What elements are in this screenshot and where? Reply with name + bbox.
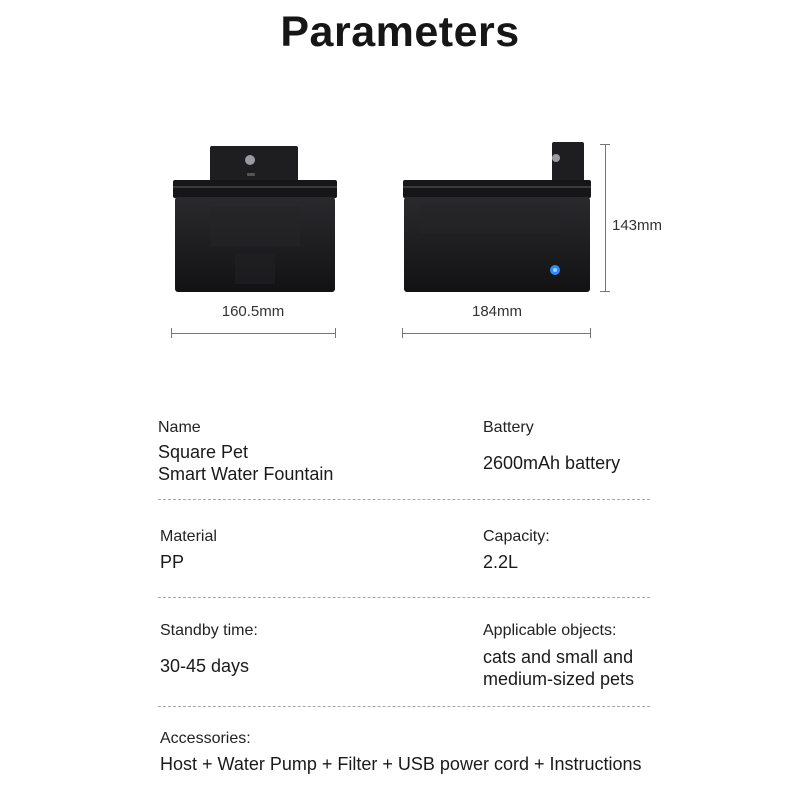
front-width-tick-left (171, 328, 172, 338)
page-title: Parameters (280, 8, 520, 56)
front-width-line (171, 333, 336, 334)
capacity-label: Capacity: (483, 528, 550, 545)
applicable-label: Applicable objects: (483, 622, 617, 639)
height-tick-bottom (600, 291, 610, 292)
material-value: PP (160, 552, 185, 572)
name-value-line1: Square Pet (158, 442, 249, 462)
applicable-value-line1: cats and small and (483, 647, 634, 667)
front-width-tick-right (335, 328, 336, 338)
divider-1 (158, 499, 650, 500)
battery-value: 2600mAh battery (483, 453, 621, 473)
battery-label: Battery (483, 419, 534, 436)
accessories-value: Host + Water Pump + Filter + USB power cord + Instructions (160, 754, 642, 774)
height-label: 143mm (612, 217, 663, 234)
accessories-label: Accessories: (160, 730, 251, 747)
divider-2 (158, 597, 650, 598)
divider-3 (158, 706, 650, 707)
side-width-tick-left (402, 328, 403, 338)
side-width-label: 184mm (471, 303, 523, 320)
standby-label: Standby time: (160, 622, 258, 639)
side-width-tick-right (590, 328, 591, 338)
standby-value: 30-45 days (160, 656, 250, 676)
height-line (605, 144, 606, 292)
front-width-label: 160.5mm (221, 303, 285, 320)
capacity-value: 2.2L (483, 552, 519, 572)
material-label: Material (160, 528, 217, 545)
height-tick-top (600, 144, 610, 145)
name-value-line2: Smart Water Fountain (158, 464, 334, 484)
front-view-product-image (170, 144, 340, 296)
name-label: Name (158, 419, 201, 436)
side-width-line (402, 333, 591, 334)
applicable-value-line2: medium-sized pets (483, 669, 635, 689)
side-view-product-image (400, 138, 595, 296)
